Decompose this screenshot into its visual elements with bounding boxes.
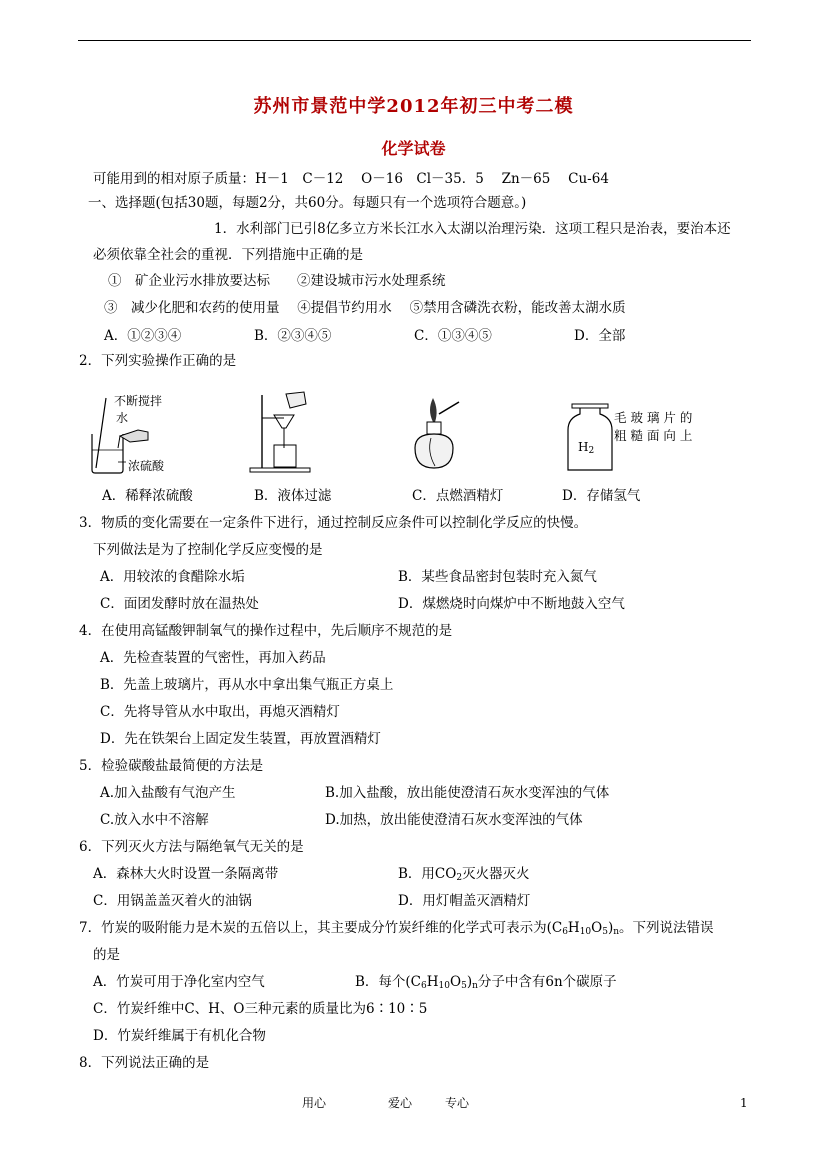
q7-b-o: O <box>450 974 462 990</box>
q2-option-b: B．液体过滤 <box>254 488 332 504</box>
q5-stem: 5．检验碳酸盐最简便的方法是 <box>79 758 264 774</box>
q7-stem-tail: 。下列说法错误 <box>619 920 714 936</box>
q8-stem: 8．下列说法正确的是 <box>79 1055 210 1071</box>
q7-formula-n-sub: n <box>613 927 620 937</box>
q2-option-c: C．点燃酒精灯 <box>412 488 504 504</box>
q6-option-b-sub: 2 <box>456 873 463 883</box>
q2-option-d: D．存储氢气 <box>562 488 641 504</box>
fig-a-label-acid: 浓硫酸 <box>128 459 165 473</box>
q7-b-h-sub: 10 <box>438 981 450 991</box>
q7-stem-line1 <box>79 919 714 941</box>
q7-option-a: A．竹炭可用于净化室内空气 <box>93 974 265 990</box>
q7-formula-o-sub: 5 <box>602 927 608 937</box>
q1-option-c: C．①③④⑤ <box>414 328 492 344</box>
q3-option-b: B．某些食品密封包装时充入氮气 <box>398 569 597 585</box>
fig-d-label-line2: 粗 糙 面 向 上 <box>614 428 693 443</box>
q7-formula-o: O <box>591 920 603 936</box>
q3-option-a: A．用较浓的食醋除水垢 <box>100 569 245 585</box>
q4-option-d: D．先在铁架台上固定发生装置，再放置酒精灯 <box>100 731 381 747</box>
q4-option-b: B．先盖上玻璃片，再从水中拿出集气瓶正方桌上 <box>100 677 394 693</box>
q6-option-b-post: 灭火器灭火 <box>462 866 530 882</box>
q6-stem: 6．下列灭火方法与隔绝氧气无关的是 <box>79 839 304 855</box>
q7-option-c: C．竹炭纤维中C、H、O三种元素的质量比为6∶10∶5 <box>93 1001 428 1017</box>
q4-option-a: A．先检查装置的气密性，再加入药品 <box>100 650 326 666</box>
figure-alcohol-lamp <box>405 390 465 475</box>
section-heading: 一、选择题(包括30题，每题2分，共60分。每题只有一个选项符合题意。) <box>88 195 527 211</box>
q5-option-a: A.加入盐酸有气泡产生 <box>100 785 236 801</box>
q7-formula-h: H <box>567 920 580 936</box>
q3-option-c: C．面团发酵时放在温热处 <box>100 596 259 612</box>
q3-stem-line2: 下列做法是为了控制化学反应变慢的是 <box>93 542 323 558</box>
q7-b-h: H <box>426 974 439 990</box>
q7-b-n-sub: n <box>472 981 478 991</box>
page-number: 1 <box>740 1096 748 1110</box>
fig-d-h: H <box>578 440 589 454</box>
q7-option-b-pre: B．每个(C <box>355 974 422 990</box>
q7-b-o-sub: 5 <box>461 981 467 991</box>
q3-stem-line1: 3．物质的变化需要在一定条件下进行，通过控制反应条件可以控制化学反应的快慢。 <box>79 515 588 531</box>
q6-option-a: A．森林大火时设置一条隔离带 <box>93 866 279 882</box>
figure-filtration <box>246 390 316 475</box>
q5-option-c: C.放入水中不溶解 <box>100 812 209 828</box>
exam-subtitle: 化学试卷 <box>381 139 446 158</box>
exam-title: 苏州市景范中学2012年初三中考二模 <box>253 96 574 117</box>
q6-option-c: C．用锅盖盖灭着火的油锅 <box>93 893 252 909</box>
q7-option-b-post: 分子中含有6n个碳原子 <box>477 974 617 990</box>
q7-formula-h-sub: 10 <box>579 927 592 937</box>
q1-option-d: D．全部 <box>574 328 626 344</box>
q3-option-d: D．煤燃烧时向煤炉中不断地鼓入空气 <box>398 596 625 612</box>
q5-option-d: D.加热，放出能使澄清石灰水变浑浊的气体 <box>325 812 583 828</box>
q7-b-c-sub: 6 <box>421 981 427 991</box>
fig-d-h-sub: 2 <box>588 446 595 456</box>
q7-stem-text: 7．竹炭的吸附能力是木炭的五倍以上，其主要成分竹炭纤维的化学式可表示为(C <box>79 920 563 936</box>
q7-b-close: ) <box>466 974 473 990</box>
q2-option-a: A．稀释浓硫酸 <box>102 488 193 504</box>
q6-option-b <box>398 865 530 887</box>
figure-gas-bottle <box>562 390 622 480</box>
q7-option-d: D．竹炭纤维属于有机化合物 <box>93 1028 266 1044</box>
footer-word-2: 爱心 <box>388 1096 413 1110</box>
q1-option-b: B．②③④⑤ <box>254 328 332 344</box>
q4-option-c: C．先将导管从水中取出，再熄灭酒精灯 <box>100 704 340 720</box>
q6-option-d: D．用灯帽盖灭酒精灯 <box>398 893 531 909</box>
q5-option-b: B.加入盐酸，放出能使澄清石灰水变浑浊的气体 <box>325 785 610 801</box>
fig-a-label-stir: 不断搅拌 <box>114 394 163 408</box>
q1-measures-line1: ① 矿企业污水排放要达标 ②建设城市污水处理系统 <box>108 273 446 289</box>
q1-option-a: A．①②③④ <box>104 328 182 344</box>
fig-a-label-water: 水 <box>116 411 129 425</box>
q1-stem-line2: 必须依靠全社会的重视．下列措施中正确的是 <box>93 247 363 263</box>
q6-option-b-pre: B．用CO <box>398 866 457 882</box>
q4-stem: 4．在使用高锰酸钾制氧气的操作过程中，先后顺序不规范的是 <box>79 623 453 639</box>
q7-stem-line2: 的是 <box>93 947 120 963</box>
q7-option-b <box>355 973 617 995</box>
atomic-mass-line: 可能用到的相对原子质量：H－1 C－12 O－16 Cl－35．5 Zn－65 Cu-64 <box>93 171 609 187</box>
q2-stem: 2．下列实验操作正确的是 <box>79 353 237 369</box>
footer-word-1: 用心 <box>302 1096 327 1110</box>
footer-word-3: 专心 <box>445 1096 470 1110</box>
q1-stem-line1: 1．水利部门已引8亿多立方米长江水入太湖以治理污染．这项工程只是治表，要治本还 <box>214 221 731 237</box>
q1-measures-line2: ③ 减少化肥和农药的使用量 ④提倡节约用水 ⑤禁用含磷洗衣粉，能改善太湖水质 <box>104 300 626 316</box>
header-rule <box>78 40 751 41</box>
fig-d-label-line1: 毛 玻 璃 片 的 <box>614 410 693 425</box>
fig-d-label-h2 <box>578 438 594 460</box>
q7-formula-close: ) <box>607 920 614 936</box>
q7-formula-c-sub: 6 <box>562 927 568 937</box>
